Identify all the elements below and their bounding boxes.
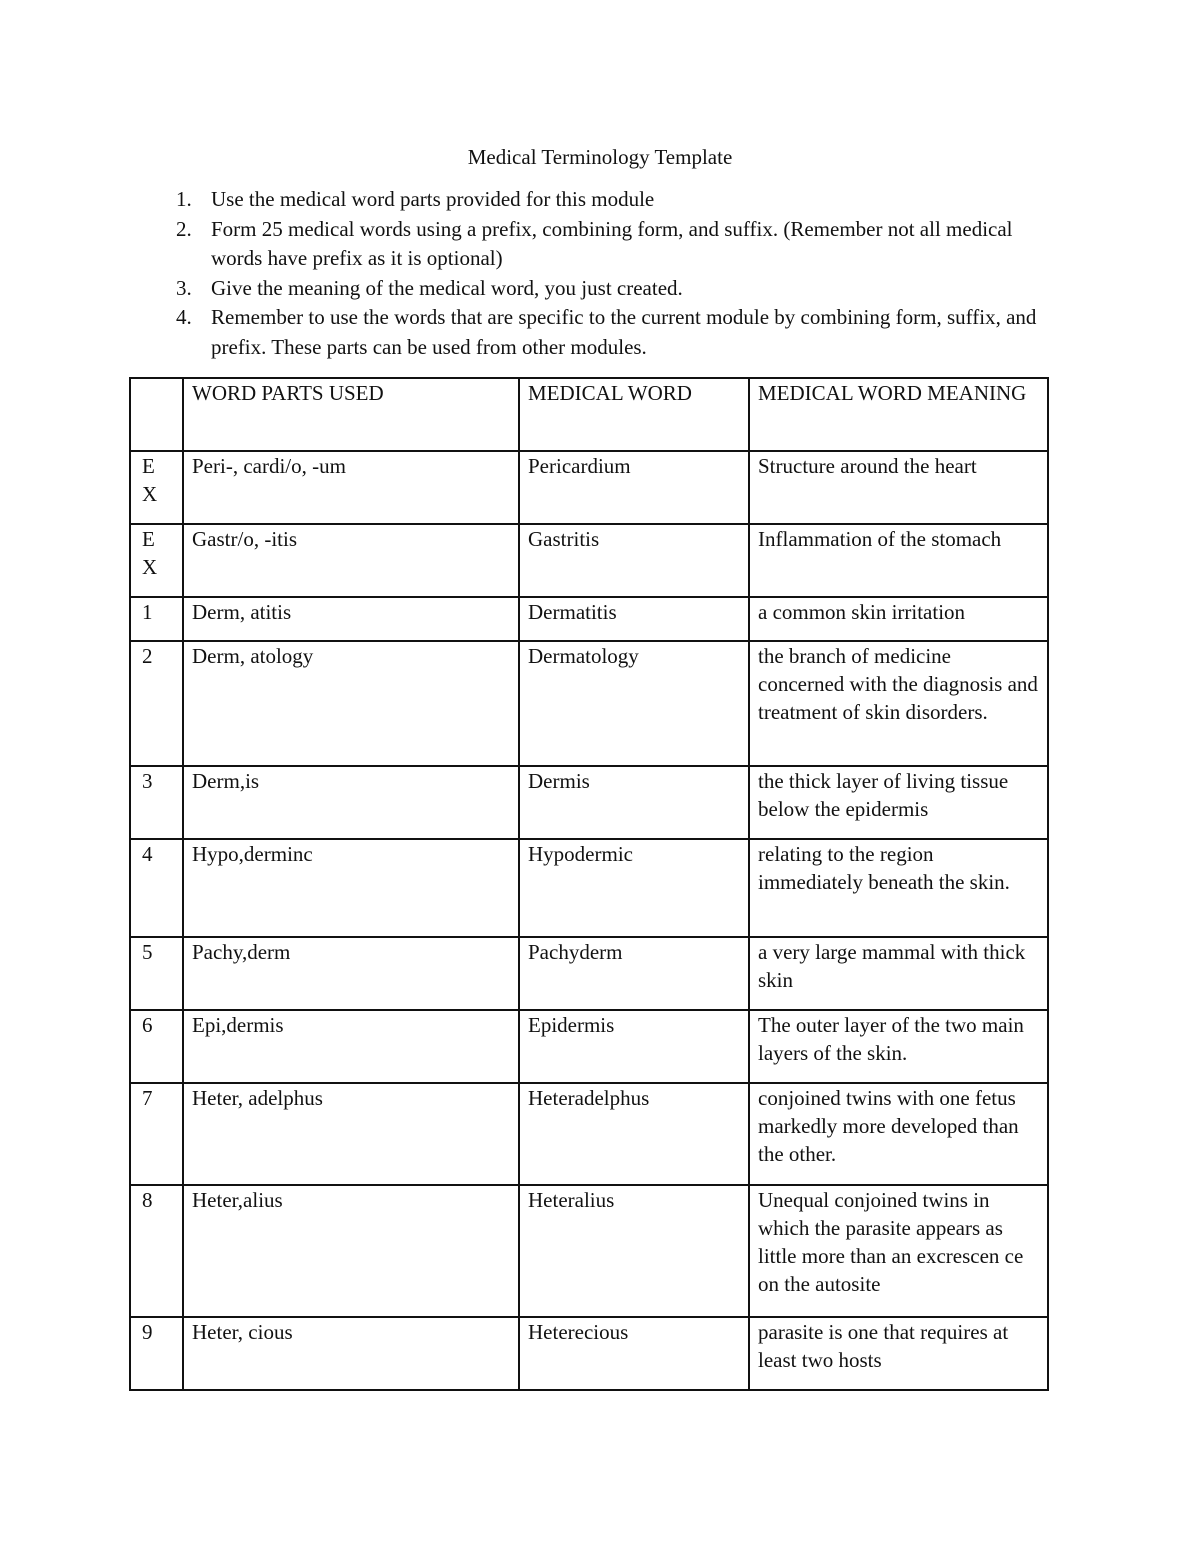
meaning-cell: a very large mammal with thick skin [749,937,1048,1010]
word-parts-cell: Hypo,derminc [183,839,519,937]
medical-word-cell: Heterecious [519,1317,749,1390]
medical-word-cell: Pachyderm [519,937,749,1010]
meaning-cell: relating to the region immediately beneath the skin. [749,839,1048,937]
instruction-text: Give the meaning of the medical word, you just created. [211,275,683,300]
row-number-cell: 7 [130,1083,183,1185]
table-row [130,1010,1048,1083]
table-row [130,937,1048,1010]
instructions-list [176,185,1046,362]
meaning-cell: parasite is one that requires at least two hosts [749,1317,1048,1390]
table-row [130,1083,1048,1185]
table-row [130,1185,1048,1317]
word-parts-cell: Epi,dermis [183,1010,519,1083]
medical-word-cell: Pericardium [519,451,749,524]
medical-word-cell: Hypodermic [519,839,749,937]
example-label-line: X [142,482,158,506]
word-parts-cell: Derm, atology [183,641,519,766]
example-row [130,524,1048,597]
instruction-number: 3. [176,275,192,300]
meaning-cell: the branch of medicine concerned with the diagnosis and treatment of skin disorders. [749,641,1048,766]
table-row [130,1317,1048,1390]
header-word-parts-used: WORD PARTS USED [183,378,519,451]
row-number-cell: 9 [130,1317,183,1390]
table-row [130,641,1048,766]
table-row [130,839,1048,937]
example-label-line: E [142,454,155,478]
word-parts-cell: Gastr/o, -itis [183,524,519,597]
row-number-cell: 5 [130,937,183,1010]
instruction-text: Use the medical word parts provided for this module [211,187,655,211]
medical-word-cell: Epidermis [519,1010,749,1083]
example-row [130,451,1048,524]
instruction-item [176,185,1046,215]
example-label-line: X [142,555,158,579]
meaning-cell: Unequal conjoined twins in which the parasite appears as little more than an excrescen ce on the autosite [749,1185,1048,1317]
terminology-table [129,377,1049,1391]
header-medical-word-meaning: MEDICAL WORD MEANING [749,378,1048,451]
instruction-item [176,274,1046,304]
medical-word-cell: Dermatology [519,641,749,766]
word-parts-cell: Heter, adelphus [183,1083,519,1185]
row-number-cell: 4 [130,839,183,937]
example-label-cell [130,451,183,524]
meaning-cell: the thick layer of living tissue below the epidermis [749,766,1048,839]
row-number-cell: 3 [130,766,183,839]
word-parts-cell: Derm, atitis [183,597,519,641]
row-number-cell: 1 [130,597,183,641]
instruction-item [176,303,1046,362]
word-parts-cell: Heter,alius [183,1185,519,1317]
medical-word-cell: Heteradelphus [519,1083,749,1185]
header-blank-cell [130,378,183,451]
example-label-line: E [142,527,155,551]
instruction-number: 1. [176,187,192,211]
meaning-cell: The outer layer of the two main layers of the skin. [749,1010,1048,1083]
table-row [130,597,1048,641]
row-number-cell: 6 [130,1010,183,1083]
instruction-text: Form 25 medical words using a prefix, combining form, and suffix. (Remember not all medical words have prefix as it is optional) [211,216,1013,270]
instruction-text: Remember to use the words that are specific to the current module by combining form, suffix, and prefix. These parts can be used from other modules. [211,305,1037,359]
word-parts-cell: Heter, cious [183,1317,519,1390]
medical-word-cell: Gastritis [519,524,749,597]
table-row [130,766,1048,839]
meaning-cell: Structure around the heart [749,451,1048,524]
header-medical-word: MEDICAL WORD [519,378,749,451]
word-parts-cell: Pachy,derm [183,937,519,1010]
meaning-cell: Inflammation of the stomach [749,524,1048,597]
medical-word-cell: Heteralius [519,1185,749,1317]
medical-word-cell: Dermatitis [519,597,749,641]
page-title: Medical Terminology Template [467,145,733,169]
table-header-row [130,378,1048,451]
row-number-cell: 8 [130,1185,183,1317]
medical-word-cell: Dermis [519,766,749,839]
word-parts-cell: Derm,is [183,766,519,839]
instruction-item [176,215,1046,274]
meaning-cell: conjoined twins with one fetus markedly more developed than the other. [749,1083,1048,1185]
row-number-cell: 2 [130,641,183,766]
example-label-cell [130,524,183,597]
instruction-number: 4. [176,305,192,329]
word-parts-cell: Peri-, cardi/o, -um [183,451,519,524]
meaning-cell: a common skin irritation [749,597,1048,641]
instruction-number: 2. [176,216,192,241]
